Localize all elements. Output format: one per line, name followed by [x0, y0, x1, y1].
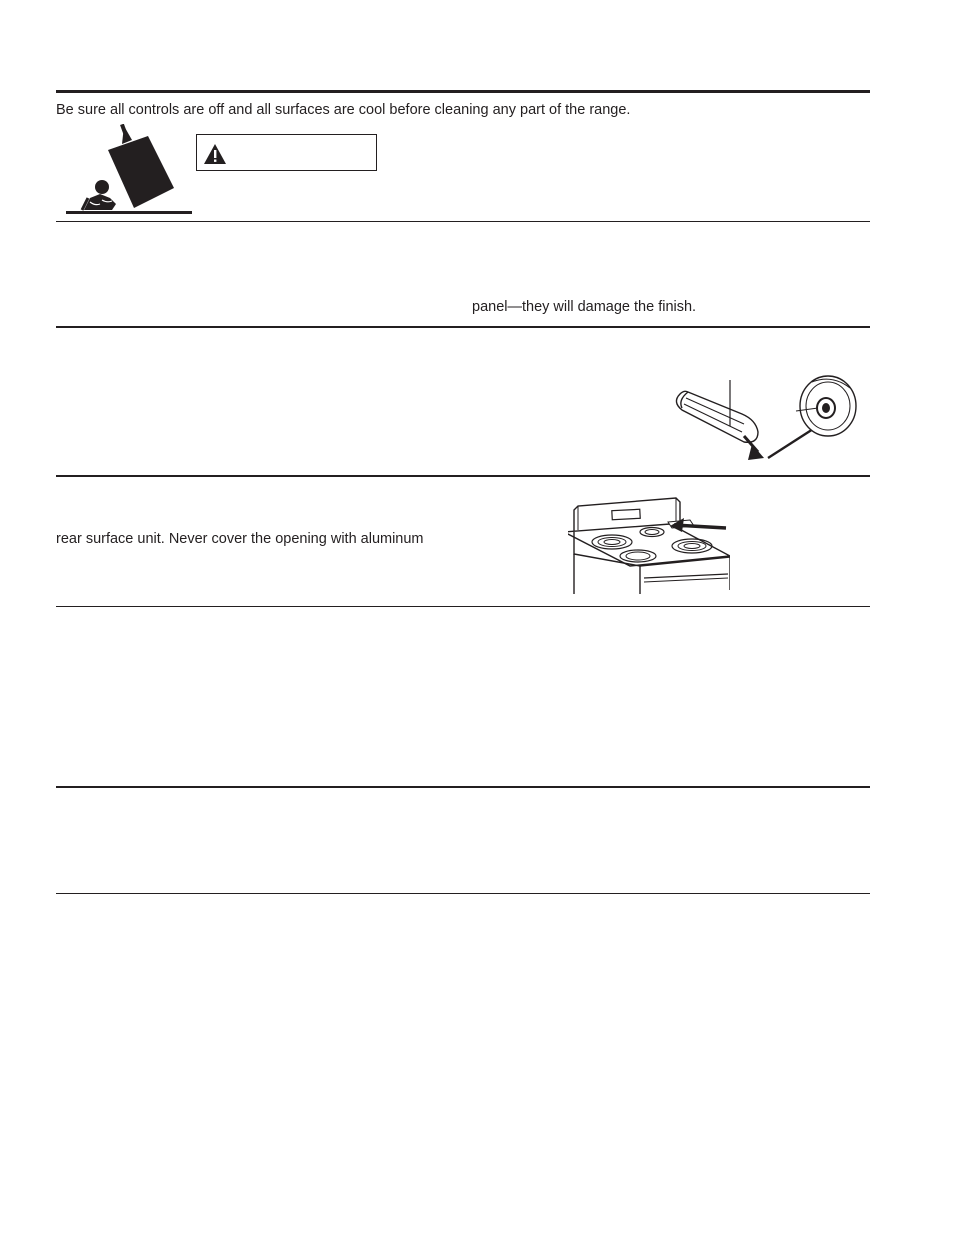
- section-divider-2: [56, 326, 870, 328]
- section-divider-4: [56, 606, 870, 607]
- warning-triangle-icon: [203, 143, 227, 165]
- control-knob-illustration: [672, 374, 862, 466]
- oven-vent-illustration: [568, 494, 730, 596]
- section-divider-6: [56, 893, 870, 894]
- anti-tip-illustration: [62, 124, 194, 216]
- section-divider-5: [56, 786, 870, 788]
- section-divider-1: [56, 221, 870, 222]
- control-panel-text: panel—they will damage the finish.: [472, 299, 697, 315]
- section-divider-top: [56, 90, 870, 93]
- vent-text: rear surface unit. Never cover the opening with aluminum: [56, 531, 424, 547]
- warning-box: [196, 134, 377, 171]
- intro-text: Be sure all controls are off and all surfaces are cool before cleaning any part of the range.: [56, 102, 631, 118]
- section-divider-3: [56, 475, 870, 477]
